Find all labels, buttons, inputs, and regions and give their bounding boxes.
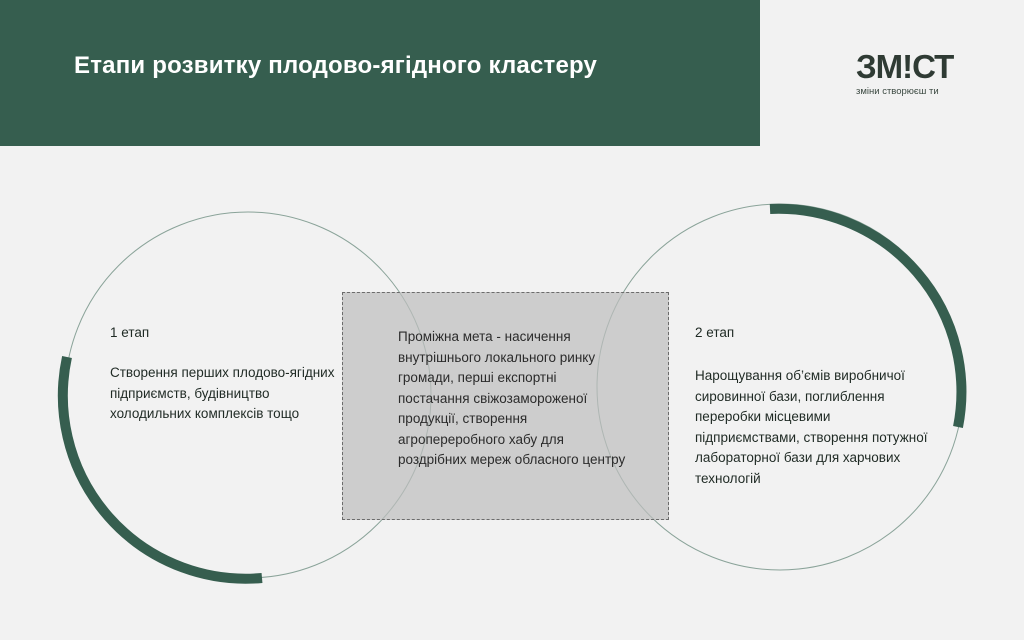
page-title: Етапи розвитку плодово-ягідного кластеру [74,52,598,79]
stage1-description: Створення перших плодово-ягідних підприємств, будівництво холодильних комплексів тощо [110,365,335,421]
stage2-label: 2 етап [695,325,735,340]
logo-tagline: зміни створюєш ти [856,86,939,97]
stage1-label: 1 етап [110,325,150,340]
intermediate-goal-text: Проміжна мета - насичення внутрішнього локального ринку громади, перші експортні постачання свіжозамороженої продукції, створення агропереробного хабу для роздрібних мереж обласного центру [398,329,626,467]
logo-wordmark: ЗМ!СТ [856,48,954,85]
stage2-description: Нарощування об’ємів виробничої сировинної бази, поглиблення переробки місцевими підприємствами, створення потужної лабораторної бази для харчових технологій [695,368,928,486]
